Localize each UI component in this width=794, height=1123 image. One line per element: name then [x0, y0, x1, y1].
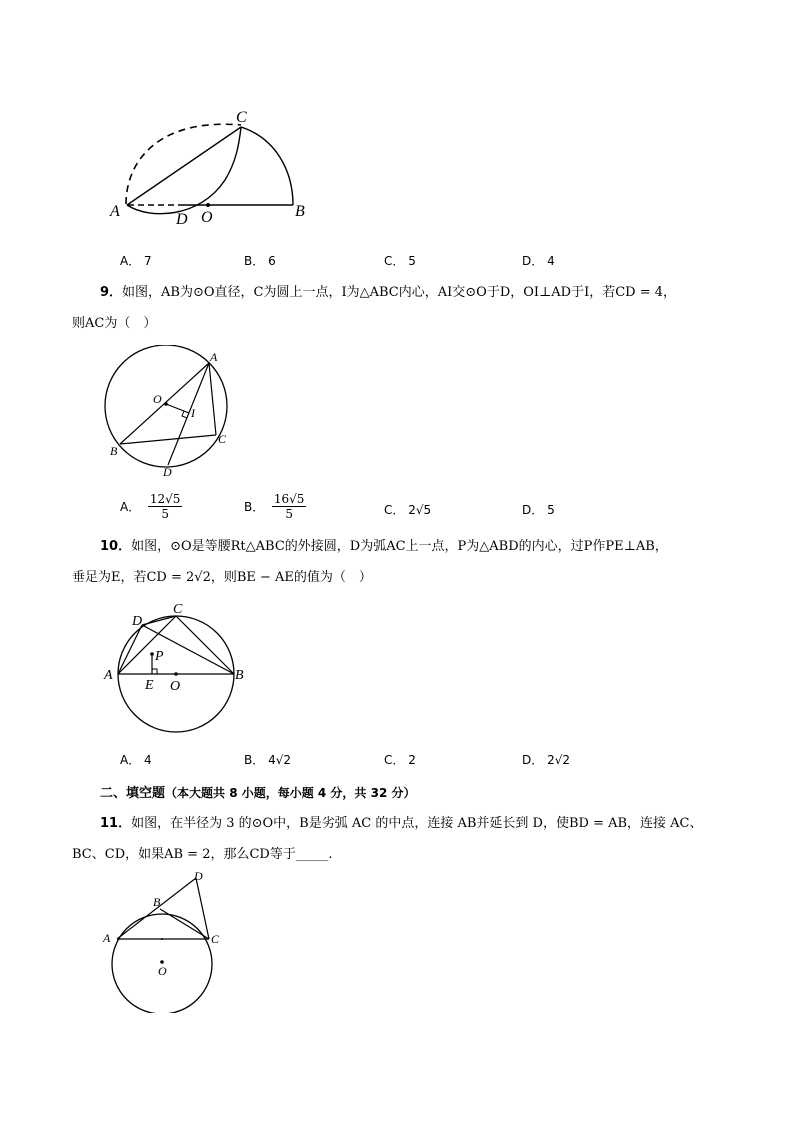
q11-label-b: B [153, 895, 161, 909]
q10-stem-line2: 垂足为E，若CD = 2√2，则BE − AE的值为（ ） [72, 570, 372, 585]
q8-label-a: A [110, 203, 120, 220]
q8-figure [100, 100, 320, 230]
q9-label-c: C [218, 432, 227, 446]
q10-option-d: D． 2√2 [522, 753, 570, 767]
q9-segment-oi [166, 404, 189, 413]
q9-option-a-fraction: $\frac{12√5}{5}$ [149, 492, 181, 521]
q8-option-b: B． 6 [244, 254, 276, 268]
q10-right-angle [152, 669, 157, 674]
q8-inner-arc [127, 127, 241, 214]
q9-option-c: C． 2√5 [384, 503, 432, 517]
q10-label-p: P [155, 649, 164, 664]
q11-label-a: A [103, 931, 111, 945]
q9-chord-ad [168, 363, 209, 465]
q10-point-o [174, 672, 178, 676]
q10-label-b: B [235, 668, 244, 683]
q8-label-b: B [295, 203, 305, 220]
q9-option-d: D． 5 [522, 503, 555, 517]
q10-chord-cb [176, 616, 234, 674]
q8-point-o [206, 203, 210, 207]
q10-label-o: O [170, 679, 181, 694]
q10-label-d: D [132, 614, 143, 629]
q11-stem-line1: 11．如图，在半径为 3 的⊙O中，B是劣弧 AC 的中点，连接 AB并延长到 D，使BD = AB，连接 AC、 [100, 816, 703, 831]
q9-chord-bc [120, 435, 216, 444]
section-note: （本大题共 8 小题，每小题 4 分，共 32 分） [165, 786, 416, 800]
q11-stem-line2: BC、CD，如果AB = 2，那么CD等于_____. [72, 847, 333, 862]
q9-point-o [164, 402, 168, 406]
q9-figure [98, 345, 248, 480]
q8-label-o: O [201, 209, 213, 226]
q11-number: 11． [100, 816, 132, 831]
q10-stem-line1: 10．如图，⊙O是等腰Rt△ABC的外接圆，D为弧AC上一点，P为△ABD的内心，过P作PE⊥AB， [100, 539, 668, 554]
q10-number: 10． [100, 539, 132, 554]
q11-label-c: C [211, 932, 220, 946]
q11-label-d: D [194, 869, 203, 883]
q9-label-a: A [210, 350, 218, 364]
q8-outer-arc [241, 127, 293, 205]
q8-label-d: D [176, 211, 188, 228]
q10-label-a: A [104, 668, 113, 683]
q8-option-a: A． 7 [120, 254, 152, 268]
q9-stem-line1: 9．如图，AB为⊙O直径，C为圆上一点，I为△ABC内心，AI交⊙O于D，OI⊥AD于I，若CD = 4， [100, 285, 677, 300]
q10-option-b: B． 4√2 [244, 753, 291, 767]
q9-option-b-fraction: $\frac{16√5}{5}$ [273, 492, 305, 521]
q9-stem-line2: 则AC为（ ） [72, 316, 157, 331]
q9-label-b: B [110, 444, 118, 458]
q11-label-o: O [158, 964, 167, 978]
q10-option-a: A． 4 [120, 753, 152, 767]
q9-option-b: B． $\frac{16√5}{5}$ [244, 492, 305, 521]
q10-chord-ad [118, 625, 142, 674]
q8-option-c: C． 5 [384, 254, 416, 268]
q9-label-d: D [163, 465, 172, 479]
q9-label-i: I [191, 406, 195, 420]
q9-number: 9． [100, 285, 123, 300]
q8-option-d: D． 4 [522, 254, 555, 268]
q8-dashed-arc [126, 124, 241, 204]
q10-point-p [150, 652, 154, 656]
section-heading [100, 782, 415, 801]
q11-figure [100, 868, 230, 1013]
q9-chord-ac [209, 363, 216, 435]
section-title: 二、填空题 [100, 786, 166, 801]
q10-label-e: E [145, 678, 154, 693]
q11-point-mid [161, 938, 163, 940]
q10-chord-ac [118, 616, 176, 674]
q9-option-a: A． $\frac{12√5}{5}$ [120, 492, 181, 521]
q10-figure [100, 598, 255, 738]
q8-chord-ac [127, 127, 241, 205]
q10-label-c: C [173, 602, 183, 617]
q11-segment-bc [160, 909, 209, 939]
q9-label-o: O [153, 392, 162, 406]
q10-option-c: C． 2 [384, 753, 416, 767]
q8-label-c: C [236, 109, 247, 126]
